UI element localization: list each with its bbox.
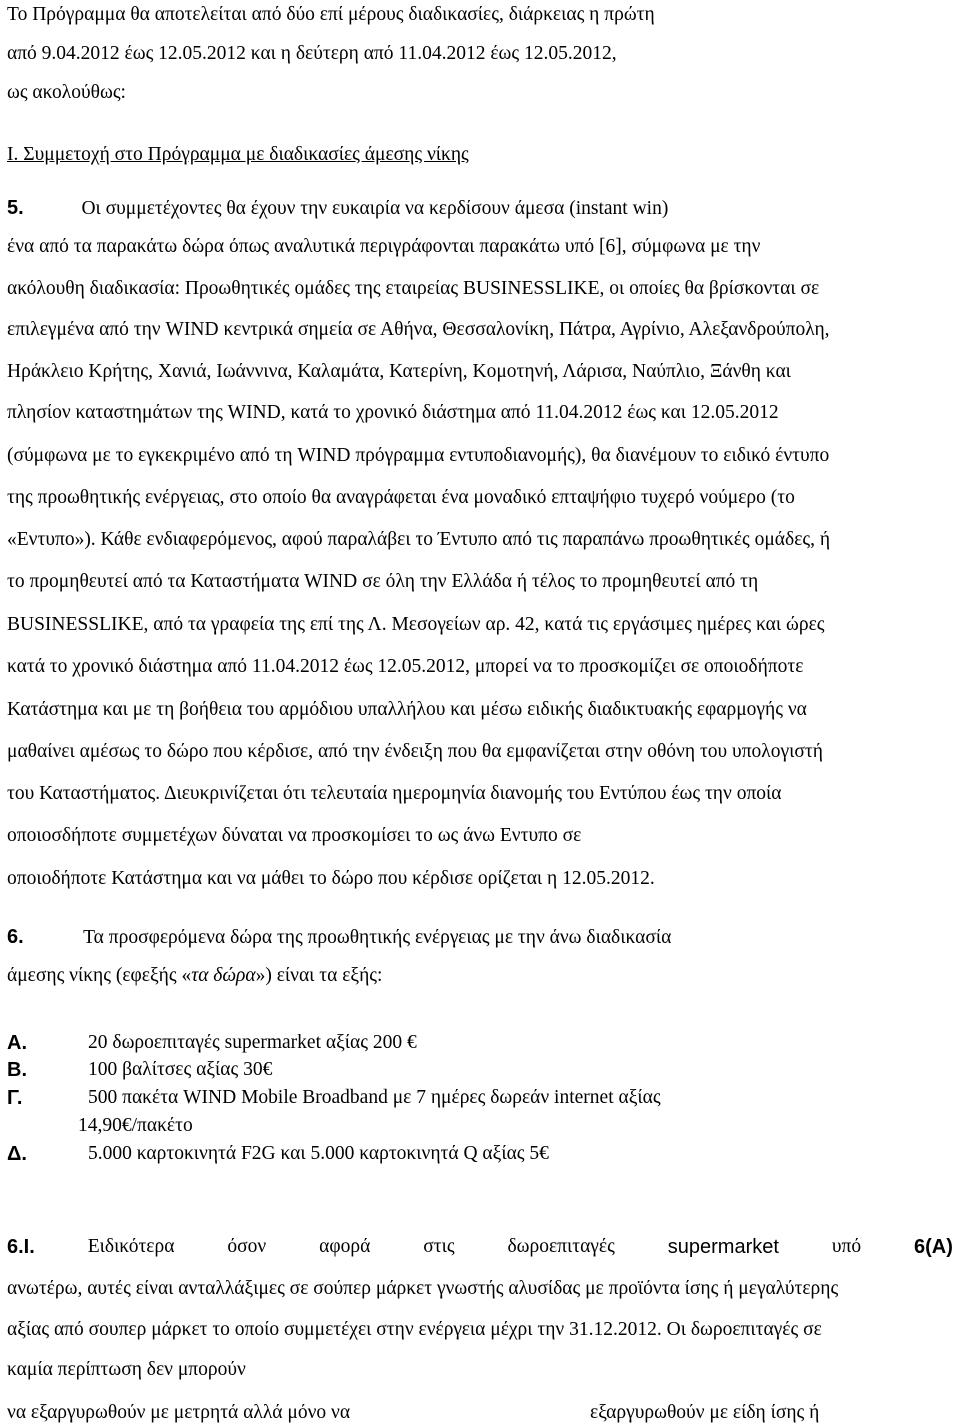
- clause-5-first-line: [7, 195, 668, 222]
- clause-5-number: 5.: [7, 197, 24, 219]
- gift-label: Γ.: [7, 1087, 23, 1109]
- clause-5-line: ακόλουθη διαδικασία: Προωθητικές ομάδες της εταιρείας BUSINESSLIKE, οι οποίες θα βρίσκονται σε: [7, 278, 820, 299]
- gift-label: Β.: [7, 1059, 27, 1081]
- clause-5-line: οποιοδήποτε Κατάστημα και να μάθει το δώρο που κέρδισε ορίζεται η 12.05.2012.: [7, 868, 655, 889]
- gift-text-continued: 14,90€/πακέτο: [78, 1115, 193, 1136]
- clause-5-line: οποιοσδήποτε συμμετέχων δύναται να προσκομίσει το ως άνω Εντυπο σε: [7, 825, 582, 846]
- clause-5-line: (σύμφωνα με το εγκεκριμένο από τη WIND πρόγραμμα εντυποδιανομής), θα διανέμουν το ειδικό έντυπο: [7, 445, 830, 466]
- gift-label: Α.: [7, 1032, 27, 1054]
- clause-5-line: ένα από τα παρακάτω δώρα όπως αναλυτικά περιγράφονται παρακάτω υπό [6], σύμφωνα με την: [7, 236, 761, 257]
- intro-line-1: Το Πρόγραμμα θα αποτελείται από δύο επί μέρους διαδικασίες, διάρκειας η πρώτη: [7, 4, 655, 25]
- clause-5-line: κατά το χρονικό διάστημα από 11.04.2012 έως 12.05.2012, μπορεί να το προσκομίζει σε οποιοδήποτε: [7, 656, 804, 677]
- clause-6i-word: supermarket: [667, 1236, 779, 1258]
- gift-text: 500 πακέτα WIND Mobile Broadband με 7 ημέρες δωρεάν internet αξίας: [88, 1087, 661, 1108]
- clause-6i-ref: 6(Α): [914, 1236, 953, 1258]
- clause-6i-word: υπό: [831, 1236, 862, 1257]
- clause-6i-number: 6.Ι.: [7, 1236, 35, 1258]
- clause-6i-word: στις: [423, 1236, 455, 1257]
- clause-5-line: Κατάστημα και με τη βοήθεια του αρμόδιου υπαλλήλου και μέσω ειδικής διαδικτυακής εφαρμογής να: [7, 699, 807, 720]
- clause-5-line: BUSINESSLIKE, από τα γραφεία της επί της Λ. Μεσογείων αρ. 42, κατά τις εργάσιμες ημέρες και ώρες: [7, 614, 825, 635]
- clause-5-line: της προωθητικής ενέργειας, στο οποίο θα αναγράφεται ένα μοναδικό επταψήφιο τυχερό νούμερο (το: [7, 487, 795, 508]
- clause-6-text-italic: τα δώρα: [191, 965, 256, 986]
- intro-line-2: από 9.04.2012 έως 12.05.2012 και η δεύτερη από 11.04.2012 έως 12.05.2012,: [7, 43, 617, 64]
- clause-6i-word: Ειδικότερα: [87, 1236, 175, 1257]
- clause-6i-line: αξίας από σουπερ μάρκετ το οποίο συμμετέχει στην ενέργεια μέχρι την 31.12.2012. Οι δωροεπιταγές σε: [7, 1319, 822, 1340]
- clause-6i-first-line: [7, 1234, 953, 1260]
- gift-label: Δ.: [7, 1143, 27, 1165]
- clause-6-first-line: [7, 924, 671, 951]
- gift-text: 5.000 καρτοκινητά F2G και 5.000 καρτοκινητά Q αξίας 5€: [88, 1143, 549, 1164]
- clause-6-text-before: άμεσης νίκης (εφεξής «: [7, 965, 192, 986]
- clause-6-text: Τα προσφερόμενα δώρα της προωθητικής ενέργειας με την άνω διαδικασία: [83, 927, 672, 948]
- clause-5-line: το προμηθευτεί από τα Καταστήματα WIND σε όλη την Ελλάδα ή τέλος το προμηθευτεί από τη: [7, 571, 759, 592]
- clause-6i-last-right: εξαργυρωθούν με είδη ίσης ή: [590, 1402, 820, 1423]
- section-heading: Ι. Συμμετοχή στο Πρόγραμμα με διαδικασίες άμεσης νίκης: [7, 144, 469, 165]
- clause-6i-line: ανωτέρω, αυτές είναι ανταλλάξιμες σε σούπερ μάρκετ γνωστής αλυσίδας με προϊόντα ίσης ή μεγαλύτερης: [7, 1278, 839, 1299]
- intro-line-3: ως ακολούθως:: [7, 82, 126, 103]
- clause-6i-last-left: να εξαργυρωθούν με μετρητά αλλά μόνο να: [7, 1402, 351, 1423]
- clause-5-line: μαθαίνει αμέσως το δώρο που κέρδισε, από την ένδειξη που θα εμφανίζεται στην οθόνη του υπολογιστή: [7, 741, 823, 762]
- clause-5-line: πλησίον καταστημάτων της WIND, κατά το χρονικό διάστημα από 11.04.2012 έως και 12.05.2012: [7, 402, 779, 423]
- clause-6i-line: καμία περίπτωση δεν μπορούν: [7, 1359, 246, 1380]
- clause-6-number: 6.: [7, 926, 24, 948]
- clause-6i-word: αφορά: [319, 1236, 371, 1257]
- clause-5-line: του Καταστήματος. Διευκρινίζεται ότι τελευταία ημερομηνία διανομής του Εντύπου έως την οποία: [7, 783, 782, 804]
- clause-5-line: Ηράκλειο Κρήτης, Χανιά, Ιωάννινα, Καλαμάτα, Κατερίνη, Κομοτηνή, Λάρισα, Ναύπλιο, Ξάνθη και: [7, 361, 791, 382]
- clause-5-line: επιλεγμένα από την WIND κεντρικά σημεία σε Αθήνα, Θεσσαλονίκη, Πάτρα, Αγρίνιο, Αλεξανδρούπολη,: [7, 319, 830, 340]
- gift-text: 100 βαλίτσες αξίας 30€: [88, 1059, 273, 1080]
- clause-6i-word: όσον: [227, 1236, 267, 1257]
- clause-6i-word: δωροεπιταγές: [507, 1236, 615, 1257]
- gift-text: 20 δωροεπιταγές supermarket αξίας 200 €: [88, 1032, 417, 1053]
- clause-6-text-after: ») είναι τα εξής:: [255, 965, 383, 986]
- clause-5-text: Οι συμμετέχοντες θα έχουν την ευκαιρία να κερδίσουν άμεσα (instant win): [81, 198, 669, 219]
- clause-5-line: «Εντυπο»). Κάθε ενδιαφερόμενος, αφού παραλάβει το Έντυπο από τις παραπάνω προωθητικές ομάδες, ή: [7, 529, 831, 550]
- clause-6-second-line: [7, 963, 382, 989]
